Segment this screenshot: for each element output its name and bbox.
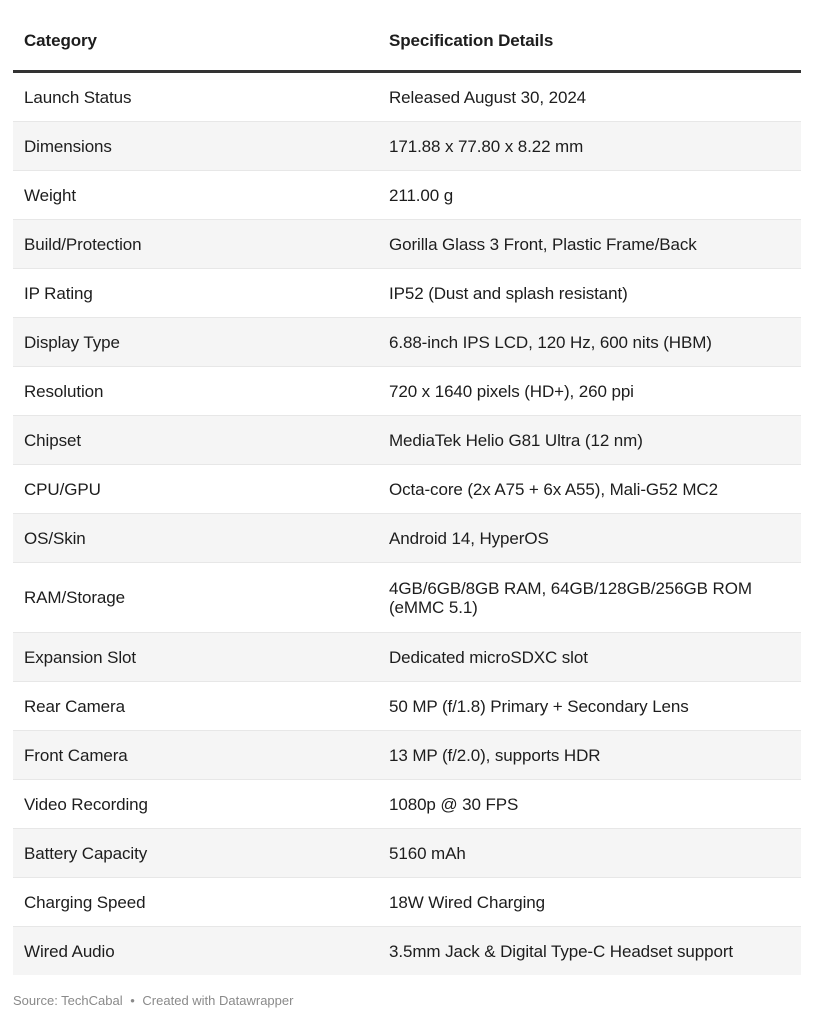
table-row <box>13 829 801 878</box>
table-row <box>13 416 801 465</box>
details-cell: 3.5mm Jack & Digital Type-C Headset support <box>378 927 801 976</box>
category-cell: Chipset <box>13 416 378 465</box>
table-row <box>13 171 801 220</box>
credit-text: Created with Datawrapper <box>142 993 294 1008</box>
details-cell: 4GB/6GB/8GB RAM, 64GB/128GB/256GB ROM (eMMC 5.1) <box>378 563 801 633</box>
table-header <box>13 24 801 72</box>
table-body <box>13 72 801 976</box>
details-cell: 50 MP (f/1.8) Primary + Secondary Lens <box>378 682 801 731</box>
details-cell: IP52 (Dust and splash resistant) <box>378 269 801 318</box>
table-row <box>13 780 801 829</box>
category-cell: Resolution <box>13 367 378 416</box>
category-cell: IP Rating <box>13 269 378 318</box>
details-cell: 720 x 1640 pixels (HD+), 260 ppi <box>378 367 801 416</box>
details-cell: Android 14, HyperOS <box>378 514 801 563</box>
category-cell: RAM/Storage <box>13 563 378 633</box>
details-cell: 5160 mAh <box>378 829 801 878</box>
table-row <box>13 318 801 367</box>
details-cell: Octa-core (2x A75 + 6x A55), Mali-G52 MC2 <box>378 465 801 514</box>
category-cell: Front Camera <box>13 731 378 780</box>
category-cell: Weight <box>13 171 378 220</box>
table-row <box>13 682 801 731</box>
table-row <box>13 633 801 682</box>
category-cell: Rear Camera <box>13 682 378 731</box>
column-header-specification-details: Specification Details <box>378 24 801 72</box>
category-cell: Battery Capacity <box>13 829 378 878</box>
category-cell: CPU/GPU <box>13 465 378 514</box>
details-cell: 6.88-inch IPS LCD, 120 Hz, 600 nits (HBM) <box>378 318 801 367</box>
category-cell: Build/Protection <box>13 220 378 269</box>
spec-table <box>13 24 801 975</box>
details-cell: Dedicated microSDXC slot <box>378 633 801 682</box>
column-header-category: Category <box>13 24 378 72</box>
table-row <box>13 122 801 171</box>
details-cell: 18W Wired Charging <box>378 878 801 927</box>
table-row <box>13 72 801 122</box>
table-row <box>13 514 801 563</box>
table-row <box>13 878 801 927</box>
source-text: Source: TechCabal <box>13 993 123 1008</box>
table-row <box>13 927 801 976</box>
category-cell: Video Recording <box>13 780 378 829</box>
category-cell: Expansion Slot <box>13 633 378 682</box>
table-row <box>13 367 801 416</box>
details-cell: 211.00 g <box>378 171 801 220</box>
category-cell: Charging Speed <box>13 878 378 927</box>
details-cell: 13 MP (f/2.0), supports HDR <box>378 731 801 780</box>
category-cell: Display Type <box>13 318 378 367</box>
table-row <box>13 563 801 633</box>
category-cell: Launch Status <box>13 72 378 122</box>
header-row <box>13 24 801 72</box>
category-cell: Wired Audio <box>13 927 378 976</box>
details-cell: 1080p @ 30 FPS <box>378 780 801 829</box>
details-cell: 171.88 x 77.80 x 8.22 mm <box>378 122 801 171</box>
details-cell: Gorilla Glass 3 Front, Plastic Frame/Back <box>378 220 801 269</box>
source-footer <box>13 993 293 1008</box>
details-cell: Released August 30, 2024 <box>378 72 801 122</box>
category-cell: OS/Skin <box>13 514 378 563</box>
table-row <box>13 465 801 514</box>
footer-separator: • <box>130 993 135 1008</box>
details-cell: MediaTek Helio G81 Ultra (12 nm) <box>378 416 801 465</box>
table-row <box>13 731 801 780</box>
category-cell: Dimensions <box>13 122 378 171</box>
table-row <box>13 220 801 269</box>
table-row <box>13 269 801 318</box>
spec-table-container <box>13 24 801 975</box>
